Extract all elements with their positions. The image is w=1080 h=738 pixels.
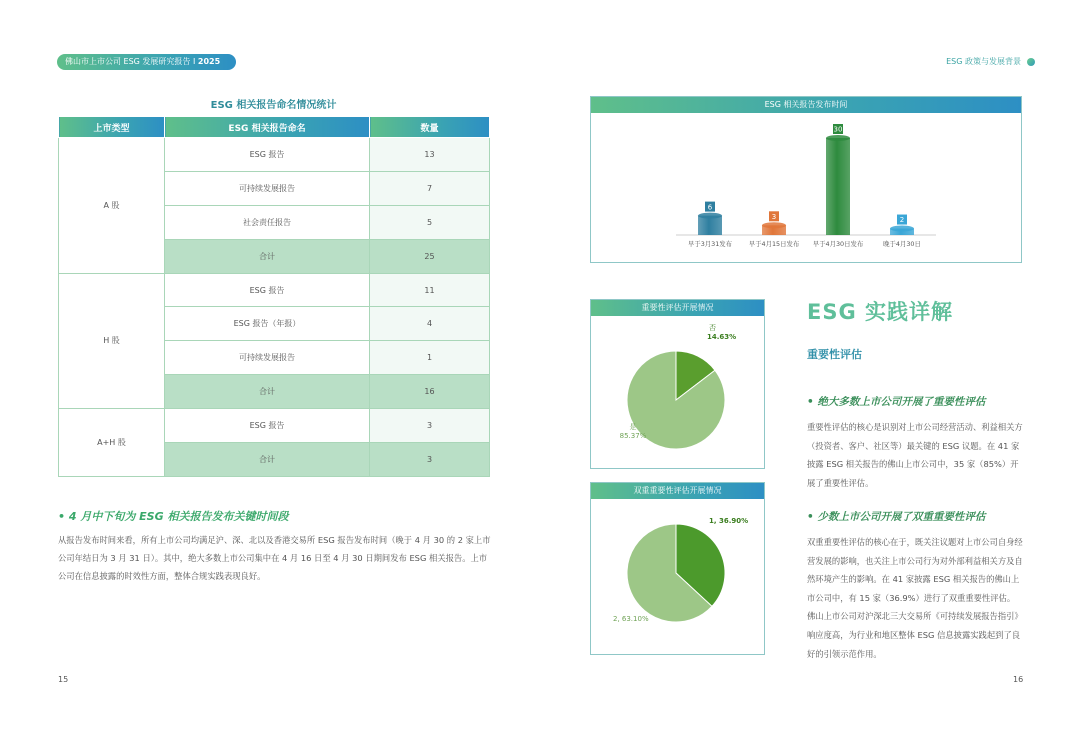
count-cell: 16 bbox=[370, 375, 490, 409]
pie-chart-svg bbox=[591, 499, 764, 654]
header-report-title: 佛山市上市公司 ESG 发展研究报告 bbox=[65, 57, 191, 66]
count-cell: 7 bbox=[370, 171, 490, 205]
table-row bbox=[59, 138, 490, 172]
pie-chart-double-materiality bbox=[590, 482, 765, 655]
bar-cap bbox=[762, 222, 786, 228]
table-row bbox=[59, 409, 490, 443]
dot-icon bbox=[1027, 58, 1035, 66]
column-header-report-name: ESG 相关报告命名 bbox=[165, 117, 370, 138]
bar-category-label: 早于4月30日发布 bbox=[812, 240, 864, 248]
pie-slice-label: 否 bbox=[709, 324, 716, 332]
table-header-row bbox=[59, 117, 490, 138]
report-name-cell: ESG 报告（年报） bbox=[165, 307, 370, 341]
report-naming-table bbox=[58, 116, 490, 477]
section-header-title: ESG 政策与发展背景 bbox=[946, 57, 1021, 66]
section-title: ESG 实践详解 bbox=[807, 300, 954, 324]
bar-chart-title: ESG 相关报告发布时间 bbox=[591, 97, 1021, 113]
count-cell: 4 bbox=[370, 307, 490, 341]
bar-value-label: 30 bbox=[833, 125, 843, 134]
pie-chart-svg bbox=[591, 316, 764, 468]
pie-chart-title: 重要性评估开展情况 bbox=[591, 300, 764, 316]
header-year: 2025 bbox=[197, 57, 221, 66]
category-cell: H 股 bbox=[59, 273, 165, 409]
column-header-listing-type: 上市类型 bbox=[59, 117, 165, 138]
paragraph-double-materiality: 双重重要性评估的核心在于，既关注议题对上市公司自身经营发展的影响，也关注上市公司行为对外部利益相关方及自然环境产生的影响。在 41 家披露 ESG 相关报告的佛山上市公司中，有 15 家（36.9%）进行了双重重要性评估。佛山上市公司对沪深北三大交易所《可持续发展报告指引》响应度高，为行业和地区整体 ESG 信息披露实践起到了良好的引领示范作用。 bbox=[807, 537, 1023, 659]
pie-slice-label: 是 bbox=[629, 423, 637, 431]
bar bbox=[826, 138, 850, 235]
bar-category-label: 早于4月15日发布 bbox=[748, 240, 800, 248]
count-cell: 3 bbox=[370, 409, 490, 443]
pie-slice-label: 85.37% bbox=[619, 432, 647, 440]
count-cell: 5 bbox=[370, 205, 490, 239]
count-cell: 1 bbox=[370, 341, 490, 375]
report-header-badge bbox=[57, 54, 236, 70]
report-name-cell: 合计 bbox=[165, 375, 370, 409]
pie-slice-label: 2, 63.10% bbox=[613, 615, 649, 623]
heading-double-materiality: • 少数上市公司开展了双重重要性评估 bbox=[807, 511, 986, 523]
column-header-count: 数量 bbox=[370, 117, 490, 138]
pie-slice-label: 1, 36.90% bbox=[709, 517, 749, 525]
bar-value-label: 3 bbox=[771, 213, 777, 221]
table-title: ESG 相关报告命名情况统计 bbox=[210, 100, 337, 111]
count-cell: 3 bbox=[370, 443, 490, 477]
report-name-cell: 可持续发展报告 bbox=[165, 341, 370, 375]
pie-slice-label: 14.63% bbox=[707, 333, 737, 341]
bar-chart-svg bbox=[591, 113, 1021, 262]
page-number-right: 16 bbox=[1013, 675, 1024, 684]
count-cell: 25 bbox=[370, 239, 490, 273]
pie-chart-title: 双重重要性评估开展情况 bbox=[591, 483, 764, 499]
section-subtitle: 重要性评估 bbox=[807, 348, 862, 361]
report-name-cell: ESG 报告 bbox=[165, 409, 370, 443]
bar-cap bbox=[826, 135, 850, 141]
report-name-cell: ESG 报告 bbox=[165, 138, 370, 172]
bar-cap bbox=[698, 213, 722, 219]
count-cell: 13 bbox=[370, 138, 490, 172]
pie-chart-materiality bbox=[590, 299, 765, 469]
paragraph-materiality: 重要性评估的核心是识别对上市公司经营活动、利益相关方（投资者、客户、社区等）最关键的 ESG 议题。在 41 家披露 ESG 相关报告的佛山上市公司中，35 家（85%）开展了重要性评估。 bbox=[807, 422, 1023, 488]
table-row bbox=[59, 273, 490, 307]
page-number-left: 15 bbox=[58, 675, 69, 684]
bar-category-label: 早于3月31发布 bbox=[687, 240, 733, 248]
report-name-cell: ESG 报告 bbox=[165, 273, 370, 307]
report-name-cell: 合计 bbox=[165, 443, 370, 477]
paragraph-publish-timing: 从报告发布时间来看，所有上市公司均满足沪、深、北以及香港交易所 ESG 报告发布时间（晚于 4 月 30 的 2 家上市公司年结日为 3 月 31 日）。其中，绝大多数上市公司集中在 4 月 16 日至 4 月 30 日期间发布 ESG 相关报告。上市公司在信息披露的时效性方面，整体合规实践表现良好。 bbox=[58, 535, 491, 581]
report-name-cell: 社会责任报告 bbox=[165, 205, 370, 239]
bar-cap bbox=[890, 226, 914, 232]
category-cell: A 股 bbox=[59, 138, 165, 274]
count-cell: 11 bbox=[370, 273, 490, 307]
bar-category-label: 晚于4月30日 bbox=[883, 240, 921, 248]
section-header bbox=[946, 56, 1035, 67]
heading-materiality: • 绝大多数上市公司开展了重要性评估 bbox=[807, 396, 986, 408]
bar-value-label: 2 bbox=[899, 216, 905, 225]
section-heading-publish-timing: • 4 月中下旬为 ESG 相关报告发布关键时间段 bbox=[58, 510, 289, 523]
bar-chart-publish-time bbox=[590, 96, 1022, 263]
category-cell: A+H 股 bbox=[59, 409, 165, 477]
header-separator: I bbox=[192, 57, 196, 66]
bar-value-label: 6 bbox=[707, 203, 713, 212]
report-name-cell: 可持续发展报告 bbox=[165, 171, 370, 205]
report-name-cell: 合计 bbox=[165, 239, 370, 273]
